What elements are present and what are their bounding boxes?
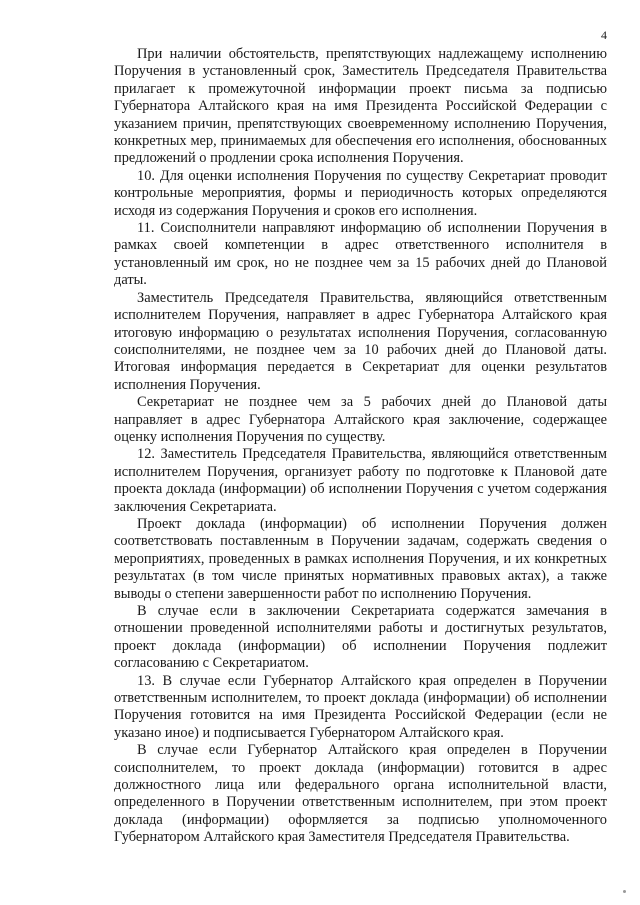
paragraph-item-10: 10. Для оценки исполнения Поручения по существу Секретариат проводит контрольные мероприятия, формы и периодичность которых определяются исходя из содержания Поручения и сроков его исполнения. bbox=[114, 167, 607, 219]
page-number: 4 bbox=[601, 28, 607, 42]
paragraph-item-13: 13. В случае если Губернатор Алтайского края определен в Поручении ответственным исполнителем, то проект доклада (информации) об исполнении Поручения готовится на имя Президента Российской Федерации (если не указано иное) и подписывается Губернатором Алтайского края. bbox=[114, 672, 607, 741]
paragraph-item-12: 12. Заместитель Председателя Правительства, являющийся ответственным исполнителем Поручения, организует работу по подготовке к Плановой дате проекта доклада (информации) об исполнении Поручения с учетом содержания заключения Секретариата. bbox=[114, 446, 607, 515]
document-body bbox=[114, 46, 607, 847]
paragraph-secretariat-conclusion: Секретариат не позднее чем за 5 рабочих дней до Плановой даты направляет в адрес Губернатора Алтайского края заключение, содержащее оценку исполнения Поручения по существу. bbox=[114, 394, 607, 445]
paragraph-remarks-approval: В случае если в заключении Секретариата содержатся замечания в отношении проведенной исполнителями работы и достигнутых результатов, проект доклада (информации) об исполнении Поручения подлежит согласованию с Секретариатом. bbox=[114, 603, 607, 672]
paragraph-deputy-final-info: Заместитель Председателя Правительства, являющийся ответственным исполнителем Поручения, направляет в адрес Губернатора Алтайского края итоговую информацию о результатах исполнения Поручения, согласованную соисполнителями, не позднее чем за 10 рабочих дней до Плановой даты. Итоговая информация передается в Секретариат для оценки результатов исполнения Поручения. bbox=[114, 289, 607, 393]
paragraph-item-11: 11. Соисполнители направляют информацию об исполнении Поручения в рамках своей компетенции в адрес ответственного исполнителя в установленный им срок, но не позднее чем за 15 рабочих дней до Плановой даты. bbox=[114, 220, 607, 289]
paragraph-circumstances: При наличии обстоятельств, препятствующих надлежащему исполнению Поручения в установленный срок, Заместитель Председателя Правительства прилагает к промежуточной информации проект письма за подписью Губернатора Алтайского края на имя Президента Российской Федерации с указанием причин, препятствующих своевременному исполнению Поручения, конкретных мер, принимаемых для обеспечения его исполнения, обоснованных предложений о продлении срока исполнения Поручения. bbox=[114, 46, 607, 167]
scan-dot bbox=[623, 890, 626, 893]
paragraph-coexecutor: В случае если Губернатор Алтайского края определен в Поручении соисполнителем, то проект доклада (информации) готовится в адрес должностного лица или федерального органа исполнительной власти, определенного в Поручении ответственным исполнителем, при этом проект доклада (информации) оформляется за подписью уполномоченного Губернатором Алтайского края Заместителя Председателя Правительства. bbox=[114, 742, 607, 846]
paragraph-report-requirements: Проект доклада (информации) об исполнении Поручения должен соответствовать поставленным в Поручении задачам, содержать сведения о мероприятиях, проведенных в рамках исполнения Поручения, и их конкретных результатах (в том числе принятых нормативных правовых актах), а также выводы о степени завершенности работ по исполнению Поручения. bbox=[114, 515, 607, 602]
